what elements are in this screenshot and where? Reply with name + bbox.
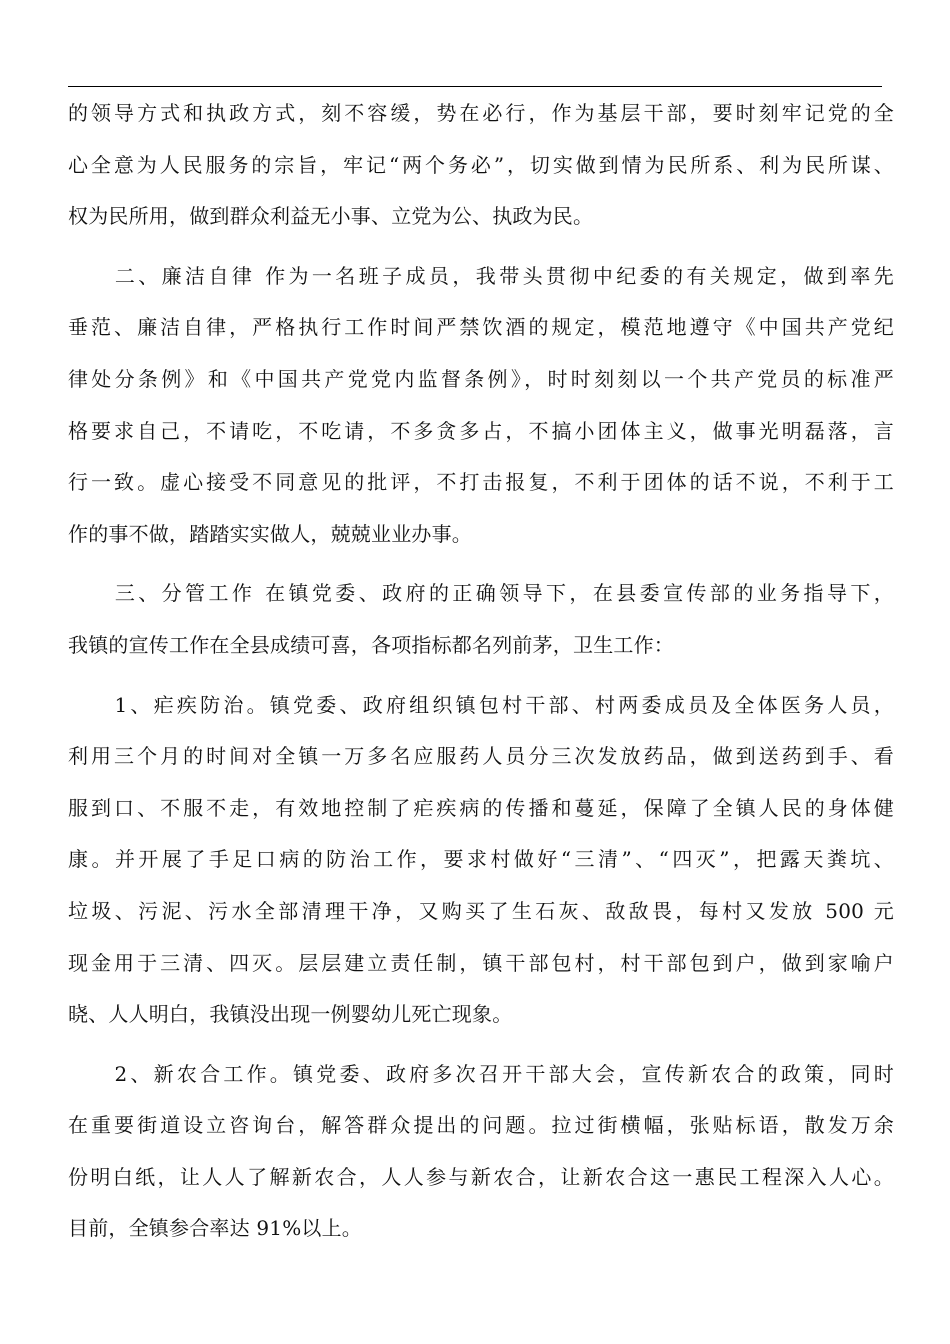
text-line: 格要求自己，不请吃，不吃请，不多贪多占，不搞小团体主义，做事光明磊落，言 — [68, 418, 894, 443]
text-line: 权为民所用，做到群众利益无小事、立党为公、执政为民。 — [68, 204, 594, 229]
header-rule — [68, 86, 882, 87]
text-line: 份明白纸，让人人了解新农合，人人参与新农合，让新农合这一惠民工程深入人心。 — [68, 1164, 894, 1189]
text-line: 行一致。虚心接受不同意见的批评，不打击报复，不利于团体的话不说，不利于工 — [68, 470, 894, 495]
text-line: 1、疟疾防治。镇党委、政府组织镇包村干部、村两委成员及全体医务人员， — [68, 692, 894, 717]
text-line: 作的事不做，踏踏实实做人，兢兢业业办事。 — [68, 521, 472, 546]
paragraph — [68, 251, 894, 561]
text-line: 利用三个月的时间对全镇一万多名应服药人员分三次发放药品，做到送药到手、看 — [68, 744, 894, 769]
text-line: 现金用于三清、四灭。层层建立责任制，镇干部包村，村干部包到户，做到家喻户 — [68, 950, 894, 975]
paragraph — [68, 1049, 894, 1255]
text-line: 目前，全镇参合率达 91%以上。 — [68, 1216, 363, 1241]
text-line: 心全意为人民服务的宗旨，牢记“两个务必”，切实做到情为民所系、利为民所谋、 — [68, 152, 894, 177]
text-line: 垂范、廉洁自律，严格执行工作时间严禁饮酒的规定，模范地遵守《中国共产党纪 — [68, 315, 894, 340]
text-line: 在重要街道设立咨询台，解答群众提出的问题。拉过街横幅，张贴标语，散发万余 — [68, 1113, 894, 1138]
text-line: 垃圾、污泥、污水全部清理干净，又购买了生石灰、敌敌畏，每村又发放 500 元 — [68, 898, 894, 923]
text-line: 晓、人人明白，我镇没出现一例婴幼儿死亡现象。 — [68, 1002, 513, 1027]
paragraph — [68, 680, 894, 1041]
text-line: 二、廉洁自律 作为一名班子成员，我带头贯彻中纪委的有关规定，做到率先 — [68, 263, 894, 288]
text-line: 的领导方式和执政方式，刻不容缓，势在必行，作为基层干部，要时刻牢记党的全 — [68, 101, 894, 125]
document-body — [68, 88, 894, 1255]
text-line: 2、新农合工作。镇党委、政府多次召开干部大会，宣传新农合的政策，同时 — [68, 1061, 894, 1086]
paragraph — [68, 88, 894, 243]
text-line: 律处分条例》和《中国共产党党内监督条例》，时时刻刻以一个共产党员的标准严 — [68, 366, 894, 391]
text-line: 三、分管工作 在镇党委、政府的正确领导下，在县委宣传部的业务指导下， — [68, 581, 894, 606]
text-line: 康。并开展了手足口病的防治工作，要求村做好“三清”、“四灭”，把露天粪坑、 — [68, 847, 894, 872]
paragraph — [68, 568, 894, 671]
text-line: 我镇的宣传工作在全县成绩可喜，各项指标都名列前茅，卫生工作： — [68, 632, 674, 657]
text-line: 服到口、不服不走，有效地控制了疟疾病的传播和蔓延，保障了全镇人民的身体健 — [68, 795, 894, 820]
